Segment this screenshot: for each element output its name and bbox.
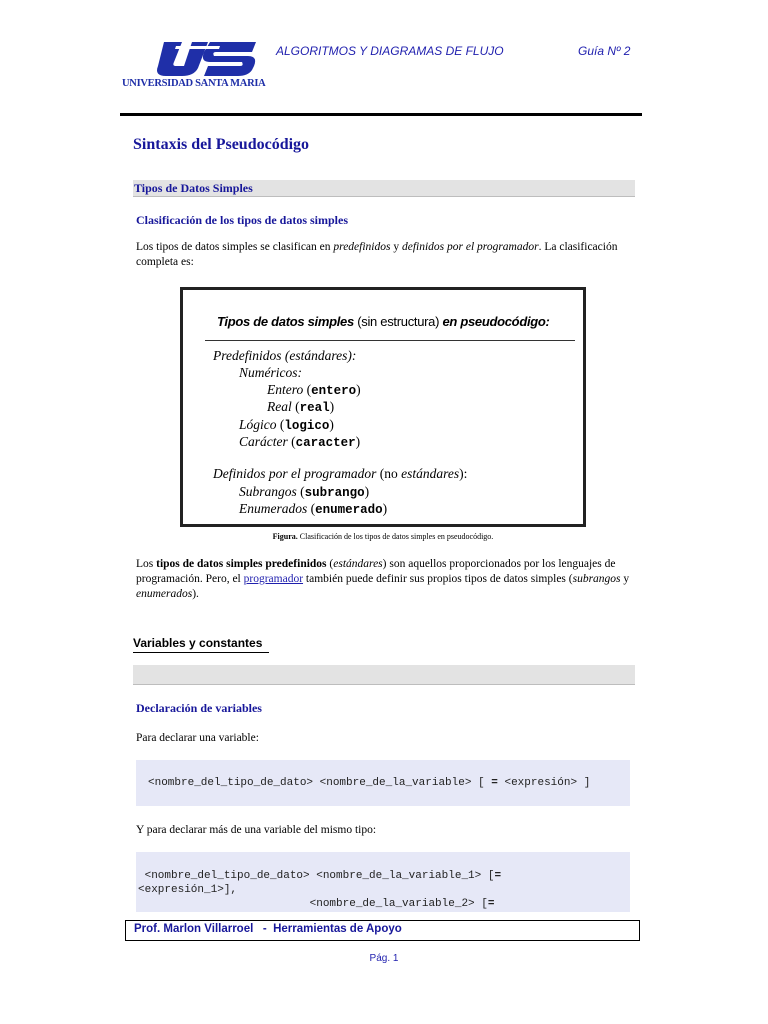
- figure-title-mid: (sin estructura): [353, 314, 443, 329]
- intro-em-definidos: definidos por el programador: [401, 241, 539, 253]
- enumerados-label: Enumerados: [239, 501, 308, 516]
- caption-text: Clasificación de los tipos de datos simples en pseudocódigo.: [297, 532, 494, 541]
- intro-text-1: Los tipos de datos simples se clasifican en: [136, 241, 334, 253]
- header-divider: [120, 113, 642, 116]
- footer-author: Prof. Marlon Villarroel - Herramientas de Apoyo: [134, 923, 402, 935]
- subrangos-label: Subrangos: [239, 484, 297, 499]
- declare-many-text: Y para declarar más de una variable del mismo tipo:: [136, 824, 377, 836]
- predef-bold: tipos de datos simples predefinidos: [156, 558, 327, 570]
- figure-caption: [180, 532, 586, 541]
- declaration-heading: Declaración de variables: [136, 701, 262, 715]
- figure-entero: Entero (entero): [267, 382, 361, 398]
- intro-text-2: y: [390, 241, 402, 253]
- predef-text-6: ).: [192, 588, 199, 600]
- predefinidos-paren: (estándares):: [284, 348, 357, 363]
- figure-subrangos: Subrangos (subrango): [239, 484, 370, 500]
- page-number: Pág. 1: [369, 953, 399, 964]
- code2-line3-equals: =: [487, 898, 495, 910]
- real-keyword: real: [299, 401, 330, 415]
- code-line-single: [148, 776, 590, 791]
- predef-em-estandares: estándares: [333, 558, 383, 570]
- figure-title-bold-2: en pseudocódigo:: [442, 314, 550, 329]
- enumerados-keyword: enumerado: [315, 503, 383, 517]
- caracter-label: Carácter: [239, 434, 288, 449]
- subsection-title: Tipos de Datos Simples: [134, 181, 253, 195]
- classification-figure: [180, 287, 586, 527]
- header-course-title: ALGORITMOS Y DIAGRAMAS DE FLUJO: [276, 44, 504, 58]
- code2-line-3: [138, 897, 494, 912]
- figure-divider: [205, 340, 575, 341]
- predefinidos-paragraph: [136, 557, 636, 602]
- predef-text-2: (: [326, 558, 334, 570]
- logico-keyword: logico: [284, 419, 330, 433]
- intro-em-predefinidos: predefinidos: [333, 241, 391, 253]
- caption-label: Figura.: [272, 532, 298, 541]
- predef-text-1: Los: [136, 558, 157, 570]
- variables-band: [133, 665, 635, 685]
- declare-one-text: Para declarar una variable:: [136, 732, 259, 744]
- figure-logico: Lógico (logico): [239, 417, 334, 433]
- code2-line-2: <expresión_1>],: [138, 884, 238, 896]
- predef-text-3: ) son aquellos proporcionados por los lenguajes de programación. Pero, el: [136, 558, 616, 585]
- code2-line3-text: <nombre_de_la_variable_2> [: [138, 898, 488, 910]
- footer-box: [125, 920, 640, 941]
- logico-label: Lógico: [239, 417, 277, 432]
- caracter-keyword: caracter: [295, 436, 356, 450]
- predef-text-4: también puede definir sus propios tipos de datos simples (: [303, 573, 573, 585]
- header-guide-number: Guía Nº 2: [578, 44, 631, 58]
- definidos-no: no: [384, 466, 398, 481]
- code-block-single: [136, 760, 630, 806]
- definidos-label: Definidos por el programador: [213, 466, 377, 481]
- predef-em-enumerados: enumerados: [136, 588, 193, 600]
- code1-part-a: <nombre_del_tipo_de_dato> <nombre_de_la_variable> [: [148, 777, 492, 789]
- figure-predefinidos: [213, 348, 356, 364]
- intro-text-3: . La clasificación completa es:: [136, 241, 618, 268]
- figure-definidos: Definidos por el programador (no estándares):: [213, 466, 468, 481]
- figure-title: [217, 314, 550, 329]
- figure-caracter: Carácter (caracter): [239, 434, 361, 450]
- programador-link[interactable]: programador: [243, 573, 304, 585]
- entero-label: Entero: [267, 382, 304, 397]
- predef-em-subrangos: subrangos: [572, 573, 621, 585]
- intro-paragraph: [136, 240, 636, 270]
- code1-equals: =: [491, 777, 498, 789]
- subrangos-keyword: subrango: [304, 486, 365, 500]
- predefinidos-label: Predefinidos: [213, 348, 282, 363]
- code2-line-1: [138, 869, 501, 884]
- code-block-multiple: [136, 852, 630, 912]
- code2-line1-text: <nombre_del_tipo_de_dato> <nombre_de_la_variable_1> [: [138, 870, 495, 882]
- figure-real: Real (real): [267, 399, 335, 415]
- classification-heading: Clasificación de los tipos de datos simples: [136, 213, 349, 227]
- entero-keyword: entero: [311, 384, 357, 398]
- definidos-estandares: estándares: [401, 466, 460, 481]
- section-title: Sintaxis del Pseudocódigo: [133, 136, 310, 153]
- predef-text-5: y: [620, 573, 630, 585]
- code2-line1-equals: =: [494, 870, 502, 882]
- code1-part-b: <expresión> ]: [497, 777, 591, 789]
- university-logo: [120, 38, 266, 94]
- real-label: Real: [267, 399, 292, 414]
- figure-numericos: Numéricos:: [239, 365, 302, 380]
- logo-text: UNIVERSIDAD SANTA MARIA: [122, 78, 266, 89]
- figure-title-bold-1: Tipos de datos simples: [217, 314, 354, 329]
- variables-heading: Variables y constantes: [133, 636, 263, 650]
- figure-enumerados: Enumerados (enumerado): [239, 501, 388, 517]
- variables-heading-underline: [133, 652, 269, 653]
